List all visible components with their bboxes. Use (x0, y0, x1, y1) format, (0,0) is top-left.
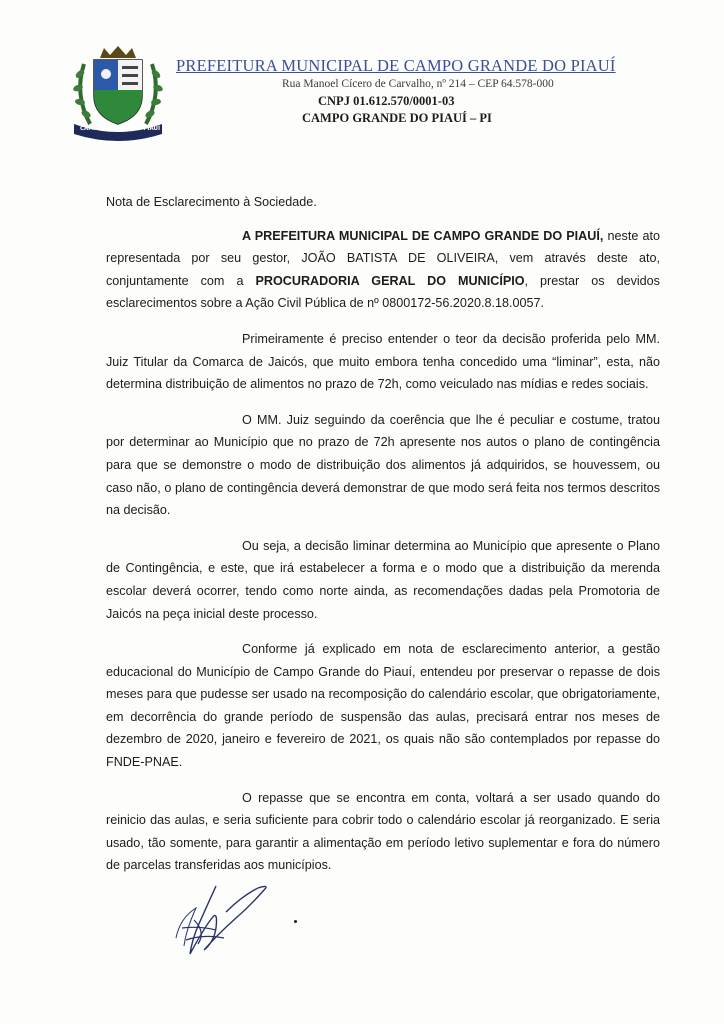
municipality-title: PREFEITURA MUNICIPAL DE CAMPO GRANDE DO PIAUÍ (176, 56, 616, 75)
address-line: Rua Manoel Cícero de Carvalho, nº 214 – CEP 64.578-000 (282, 78, 554, 90)
cnpj-line: CNPJ 01.612.570/0001-03 (318, 94, 455, 108)
paragraph-6: O repasse que se encontra em conta, voltará a ser usado quando do reinicio das aulas, e seria suficiente para cobrir todo o calendário escolar já reorganizado. E seria usado, tão somente, para garantir a alimentação em período letivo suplementar e fora do número de parcelas transferidas aos municípios. (106, 790, 660, 873)
paragraph-2: Primeiramente é preciso entender o teor da decisão proferida pelo MM. Juiz Titular da Comarca de Jaicós, que muito embora tenha concedido uma “liminar”, esta, não determina distribuição de alimentos no prazo de 72h, como veiculado nas mídias e redes sociais. (106, 331, 660, 392)
city-line: CAMPO GRANDE DO PIAUÍ – PI (302, 111, 492, 125)
paragraph-5: Conforme já explicado em nota de esclarecimento anterior, a gestão educacional do Município de Campo Grande do Piauí, entendeu por preservar o repasse de dois meses para que pudesse ser usado na recomposição do calendário escolar, que obrigatoriamente, em decorrência do grande período de suspensão das aulas, precisará entrar nos meses de dezembro de 2020, janeiro e fevereiro de 2021, os quais não são contemplados por repasse do FNDE-PNAE. (106, 642, 660, 770)
salutation: Nota de Esclarecimento à Sociedade. (106, 195, 317, 209)
ink-dot (294, 920, 297, 923)
paragraph-1-text-2: , prestar os devidos esclarecimentos sobre a Ação Civil Pública de nº 0800172-56.2020.8.18.0057. (106, 273, 660, 311)
paragraph-4: Ou seja, a decisão liminar determina ao Município que apresente o Plano de Contingência, e este, que irá estabelecer a forma e o modo que a distribuição da merenda escolar deverá ocorrer, tendo como norte ainda, as recomendações dadas pela Promotoria de Jaicós na peça inicial deste processo. (106, 538, 660, 621)
signature-icon (146, 868, 316, 958)
paragraph-1-bold-2: PROCURADORIA GERAL DO MUNICÍPIO (255, 273, 525, 288)
paragraph-1 (106, 225, 660, 315)
paragraph-1-bold-1: A PREFEITURA MUNICIPAL DE CAMPO GRANDE DO PIAUÍ, (242, 228, 604, 243)
crest-banner-text: CAMPO GRANDE DO PIAUÍ (80, 126, 161, 132)
paragraph-1-text-1: neste ato representada por seu gestor, JOÃO BATISTA DE OLIVEIRA, vem através deste ato, conjuntamente com a (106, 228, 660, 288)
paragraph-3: O MM. Juiz seguindo da coerência que lhe é peculiar e costume, tratou por determinar ao Município que no prazo de 72h apresente nos autos o plano de contingência para que se demonstre o modo de distribuição dos alimentos já adquiridos, se houvessem, ou caso não, o plano de contingência deverá demonstrar de que modo será feita nos termos descritos na decisão. (106, 412, 660, 518)
letter-body (106, 191, 660, 890)
